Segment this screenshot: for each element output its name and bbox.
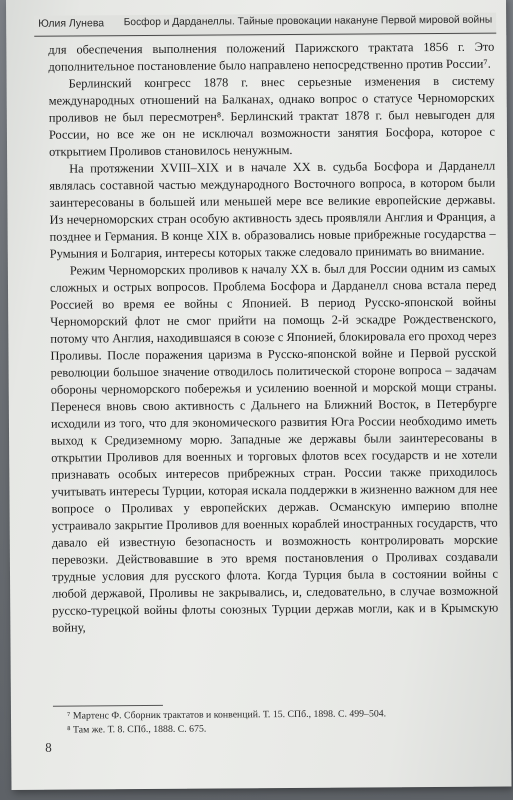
paragraph: Режим Черноморских проливов к началу XX в. был для России одним из самых сложных и острых вопросов. Проблема Босфора и Дарданелл снова встала перед Россией во время ее войны с Японией. В период Русско-японской войны Черноморский флот не смог прийти на помощь 2-й эскадре Рождественского, потому что Англия, находившаяся в союзе с Японией, блокировала его проход через Проливы. После поражения царизма в Русско-японской войне и Первой русской революции большое значение отводилось политической стороне вопроса – задачам обороны черноморского побережья и усилению военной и морской мощи страны. Перенеся вновь свою активность с Дальнего на Ближний Восток, в Петербурге исходили из того, что для экономического развития Юга России необходимо иметь выход к Средиземному морю. Западные же державы были заинтересованы в открытии Проливов для военных и торговых флотов всех государств и не хотели признавать особых интересов прибрежных стран. России также приходилось учитывать интересы Турции, которая искала поддержки в жизненно важном для нее вопросе о Проливах у европейских держав. Османскую империю вполне устраивало закрытие Проливов для военных кораблей иностранных государств, что давало ей известную безопасность и возможность контролировать морские перевозки. Действовавшие в это время постановления о Проливах создавали трудные условия для русского флота. Когда Турция была в состоянии войны с любой державой, Проливы не закрывались, и, следовательно, в случае возможной русско-турецкой войны флоты союзных Турции держав могли, как и в Крымскую войну, bbox=[49, 260, 499, 635]
footnotes bbox=[67, 707, 487, 738]
paragraph: для обеспечения выполнения положений Парижского трактата 1856 г. Это дополнительное постановление было направлено непосредственно против России⁷. bbox=[48, 39, 495, 74]
paragraph: На протяжении XVIII–XIX и в начале XX в. судьба Босфора и Дарданелл являлась составной частью международного Восточного вопроса, в котором были заинтересованы в большей или меньшей мере все великие европейские державы. Из нечерноморских стран особую активность здесь проявляли Англия и Франция, а позднее и Германия. В конце XIX в. образовались новые прибрежные государства – Румыния и Болгария, интересы которых также следовало принимать во внимание. bbox=[49, 158, 496, 261]
body-text bbox=[48, 39, 498, 637]
footnote: ⁸ Там же. Т. 8. СПб., 1888. С. 675. bbox=[67, 723, 207, 736]
book-page bbox=[6, 0, 512, 790]
footnote-rule bbox=[53, 705, 163, 707]
header-author: Юлия Лунева bbox=[38, 17, 105, 30]
page-number: 8 bbox=[45, 739, 52, 755]
paragraph: Берлинский конгресс 1878 г. внес серьезные изменения в систему международных отношений на Балканах, однако вопрос о статусе Черноморских проливов не был пересмотрен⁸. Берлинский трактат 1878 г. был невыгоден для России, но все же он не исключал возможности занятия Босфора, которое с открытием Проливов становилось ненужным. bbox=[48, 73, 495, 159]
footnote: ⁷ Мартенс Ф. Сборник трактатов и конвенций. Т. 15. СПб., 1898. С. 499–504. bbox=[66, 708, 387, 722]
header-title: Босфор и Дарданеллы. Тайные провокации накануне Первой мировой войны bbox=[123, 14, 493, 29]
